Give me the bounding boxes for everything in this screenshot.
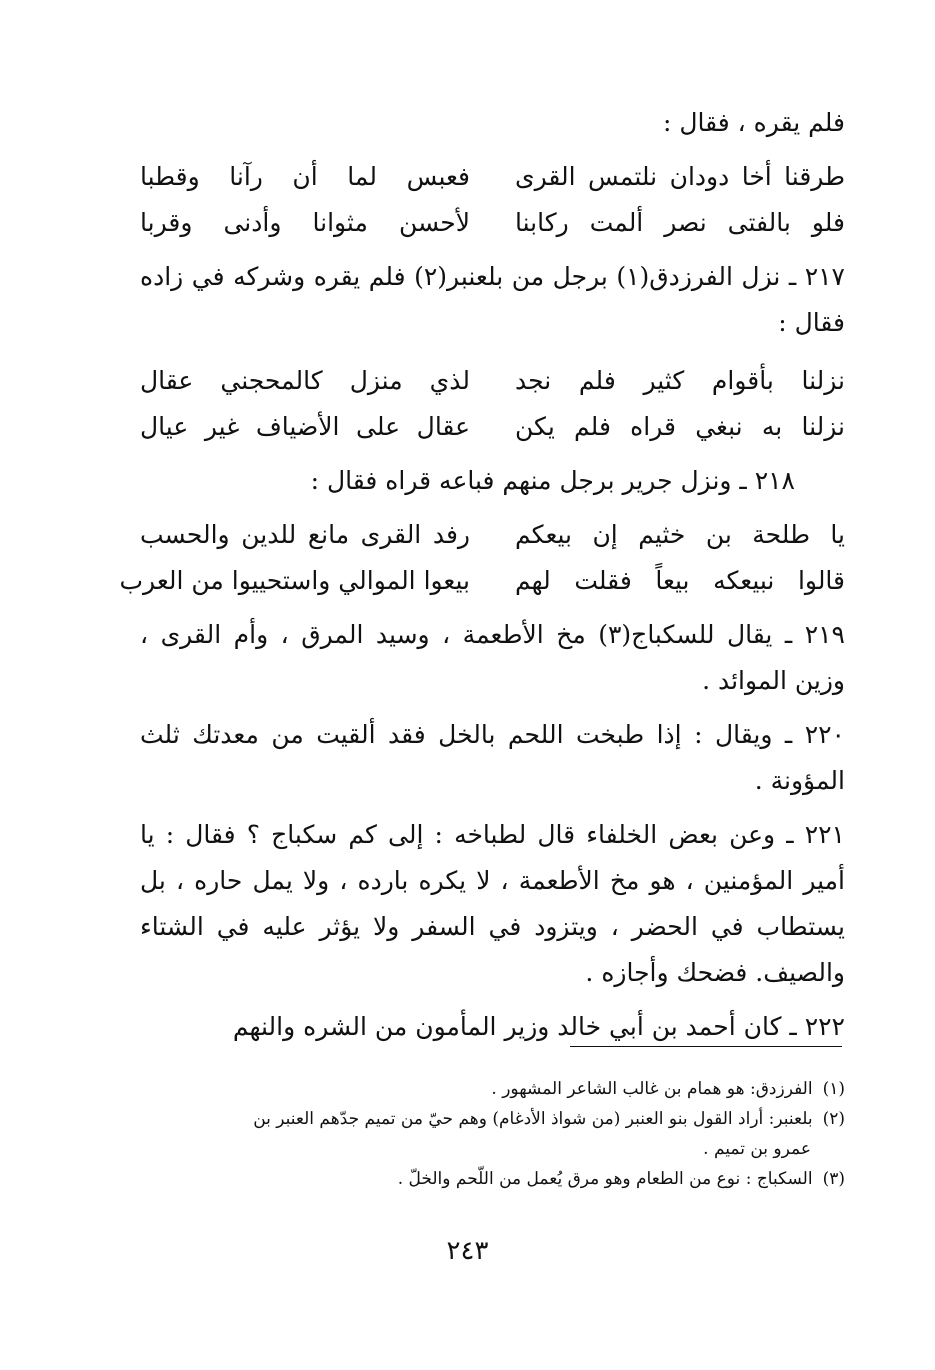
verse-first-hemistich: قالوا نبيعكه بيعاً فقلت لهم — [515, 566, 845, 595]
verse-first-hemistich: يا طلحة بن خثيم إن بيعكم — [515, 520, 845, 549]
verse-line — [119, 558, 845, 604]
verse-second-hemistich: رفد القرى مانع للدين والحسب — [140, 520, 470, 549]
footnote-number: (١) — [822, 1079, 845, 1099]
footnote-text: بلعنبر: أراد القول بنو العنبر (من شواذ الأدغام) وهم حيّ من تميم جدّهم العنبر بن — [253, 1109, 813, 1129]
poem-2 — [140, 358, 845, 450]
verse-first-hemistich: نزلنا به نبغي قراه فلم يكن — [515, 412, 845, 441]
verse-second-hemistich: عقال على الأضياف غير عيال — [140, 412, 470, 441]
verse-first-hemistich: نزلنا بأقوام كثير فلم نجد — [515, 366, 845, 395]
footnote-text: الفرزدق: هو همام بن غالب الشاعر المشهور . — [491, 1079, 813, 1099]
verse-line — [140, 512, 845, 558]
footnote-1 — [140, 1074, 845, 1104]
footnote-number: (٣) — [822, 1169, 845, 1189]
paragraph-217: ٢١٧ ـ نزل الفرزدق(١) برجل من بلعنبر(٢) فلم يقره وشركه في زاده فقال : — [140, 262, 845, 337]
verse-line — [140, 358, 845, 404]
footnote-number: (٢) — [822, 1109, 845, 1129]
verse-second-hemistich: لأحسن مثوانا وأدنى وقربا — [140, 208, 470, 237]
page-number: ٢٤٣ — [446, 1236, 489, 1266]
verse-first-hemistich: طرقنا أخا دودان نلتمس القرى — [515, 162, 845, 191]
footnote-divider — [570, 1046, 842, 1047]
footnotes — [140, 1074, 845, 1194]
paragraph-219: ٢١٩ ـ يقال للسكباج(٣) مخ الأطعمة ، وسيد المرق ، وأم القرى ، وزين الموائد . — [140, 620, 845, 695]
footnote-3 — [140, 1164, 845, 1194]
footnote-text: السكباج : نوع من الطعام وهو مرق يُعمل من اللّحم والخلّ . — [397, 1169, 813, 1189]
verse-first-hemistich: فلو بالفتى نصر ألمت ركابنا — [515, 208, 845, 237]
poem-3 — [119, 512, 845, 604]
paragraph-220: ٢٢٠ ـ ويقال : إذا طبخت اللحم بالخل فقد ألقيت من معدتك ثلث المؤونة . — [140, 720, 845, 795]
paragraph-218: ٢١٨ ـ ونزل جرير برجل منهم فباعه قراه فقال : — [310, 466, 795, 495]
verse-line — [140, 154, 845, 200]
paragraph-221: ٢٢١ ـ وعن بعض الخلفاء قال لطباخه : إلى كم سكباج ؟ فقال : يا أمير المؤمنين ، هو مخ الأطعمة ، لا يكره بارده ، ولا يمل حاره ، بل يستطاب في الحضر ، ويتزود في السفر ولا يؤثر عليه في الشتاء والصيف. فضحك وأجازه . — [140, 820, 845, 987]
poem-1 — [140, 154, 845, 246]
footnote-2 — [140, 1104, 845, 1134]
verse-line — [140, 404, 845, 450]
verse-second-hemistich: بيعوا الموالي واستحييوا من العرب — [119, 566, 470, 595]
verse-second-hemistich: لذي منزل كالمحجني عقال — [140, 366, 470, 395]
paragraph-222: ٢٢٢ ـ كان أحمد بن أبي خالد وزير المأمون من الشره والنهم — [232, 1012, 845, 1041]
page-body — [119, 100, 845, 1050]
verse-line — [140, 200, 845, 246]
intro-line: فلم يقره ، فقال : — [662, 108, 845, 137]
verse-second-hemistich: فعبس لما أن رآنا وقطبا — [140, 162, 470, 191]
footnote-2-continuation: عمرو بن تميم . — [703, 1139, 811, 1159]
